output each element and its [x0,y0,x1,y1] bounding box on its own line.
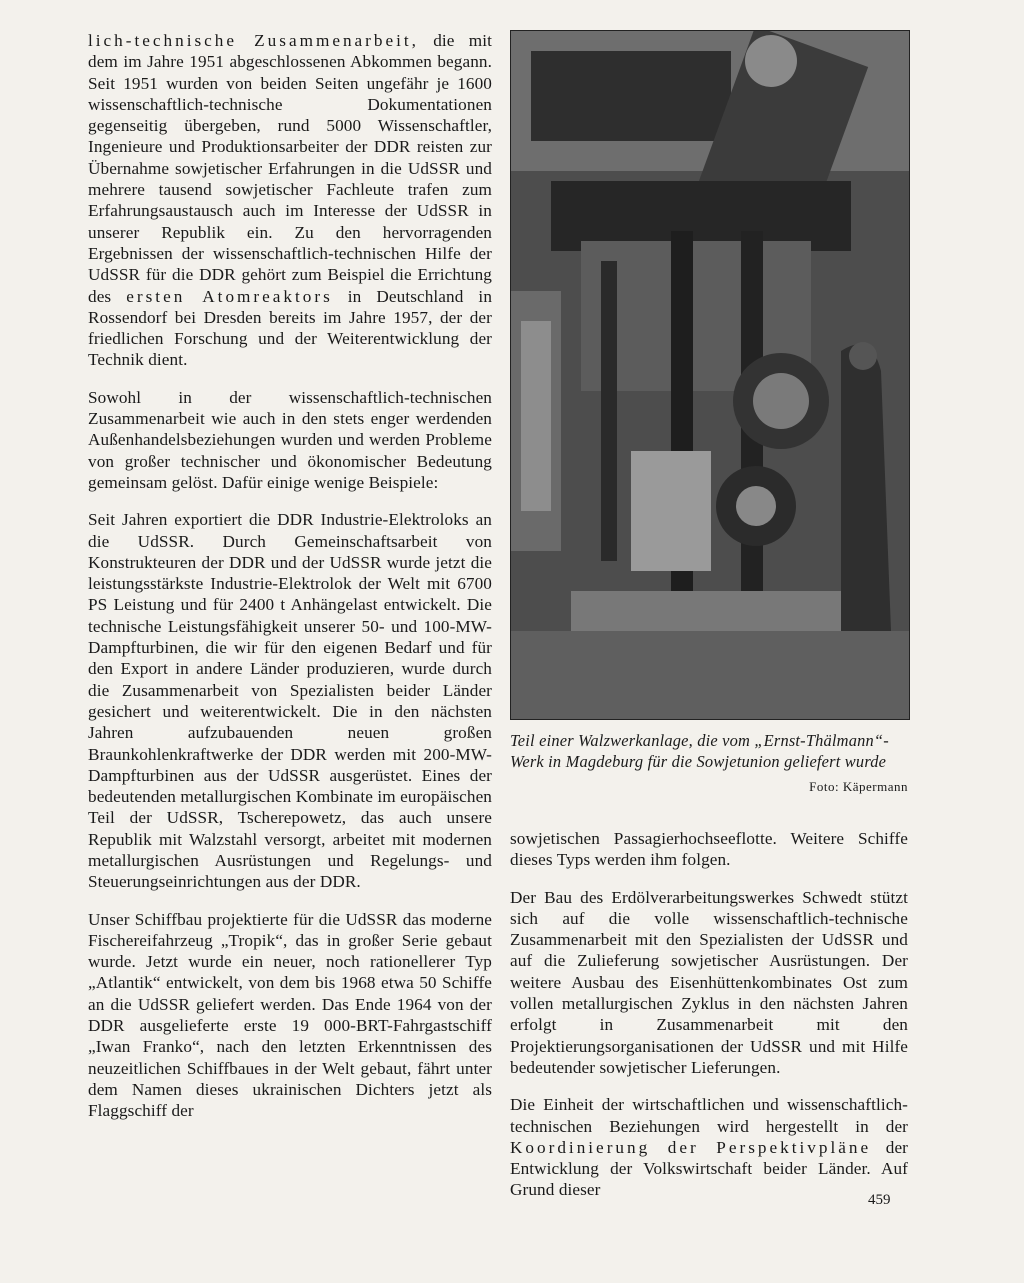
figure-caption [510,730,908,794]
paragraph-4: Unser Schiffbau projektierte für die UdSSR das moderne Fischereifahrzeug „Tropik“, das in großer Serie gebaut wurde. Jetzt wurde ein neuer, noch rationellerer Typ „Atlantik“ entwickelt, von dem bis 1968 etwa 50 Schiffe an die UdSSR geliefert werden. Das Ende 1964 von der DDR ausgelieferte erste 19 000-BRT-Fahrgastschiff „Iwan Franko“, nach den letzten Erkenntnissen des neuzeitlichen Schiffbaues in der Welt gebaut, fährt unter dem Namen dieses ukrainischen Dichters jetzt als Flaggschiff der [88,909,492,1121]
right-column [510,828,908,1217]
paragraph-text: in Deutschland in Rossendorf bei Dresden bereits im Jahre 1957, der der friedlichen Forschung und der Weiterentwicklung der Technik dient. [88,286,493,370]
paragraph-text: die mit dem im Jahre 1951 abgeschlossenen Abkommen begann. Seit 1951 wurden von beiden Seiten ungefähr je 1600 wissenschaftlich-technische Dokumentationen gegenseitig übergeben, rund 5000 Wissenschaftler, Ingenieure und Produktionsarbeiter der DDR reisten zur Übernahme sowjetischer Erfahrungen in die UdSSR und mehrere tausend sowjetischer Fachleute trafen zum Erfahrungsaustausch auch im Interesse der UdSSR in unserer Republik ein. Zu den hervorragenden Ergebnissen der wissenschaftlich-technischen Hilfe der UdSSR für die DDR gehört zum Beispiel die Errichtung des [88,31,493,306]
paragraph-2: Sowohl in der wissenschaftlich-technischen Zusammenarbeit wie auch in den stets enger werdenden Außenhandelsbeziehungen wurden und werden Probleme von großer technischer und ökonomischer Bedeutung gemeinsam gelöst. Dafür einige wenige Beispiele: [88,387,492,492]
emphasis-text: lich-technische Zusammenarbeit, [88,31,419,50]
paragraph-5: sowjetischen Passagierhochseeflotte. Weitere Schiffe dieses Typs werden ihm folgen. [510,829,908,870]
emphasis-text: ersten Atomreaktors [126,286,333,306]
page-number: 459 [868,1192,891,1208]
caption-text: Teil einer Walzwerkanlage, die vom „Ernst-Thälmann“-Werk in Magdeburg für die Sowjetunion geliefert wurde [510,731,889,771]
paragraph-text: der Entwicklung der Volkswirtschaft beider Länder. Auf Grund dieser [510,1137,908,1200]
paragraph-7 [510,1094,908,1200]
paragraph-1 [88,30,492,371]
photo-rolling-mill [510,30,910,720]
emphasis-text: Koordinierung der Perspektivpläne [510,1137,872,1157]
left-column [88,30,492,1138]
photo-illustration [511,31,909,719]
paragraph-text: Die Einheit der wirtschaftlichen und wissenschaftlich-technischen Beziehungen wird hergestellt in der [510,1095,908,1136]
photo-credit: Foto: Käpermann [809,779,908,794]
paragraph-6: Der Bau des Erdölverarbeitungswerkes Schwedt stützt sich auf die volle wissenschaftlich-technische Zusammenarbeit mit den Spezialisten der UdSSR und auf die Zulieferung sowjetischer Ausrüstungen. Der weitere Ausbau des Eisenhüttenkombinates Ost zum vollen metallurgischen Zyklus in den nächsten Jahren erfolgt in Zusammenarbeit mit den Projektierungsorganisationen der UdSSR und mit Hilfe bedeutender sowjetischer Lieferungen. [510,887,908,1077]
paragraph-3: Seit Jahren exportiert die DDR Industrie-Elektroloks an die UdSSR. Durch Gemeinschaftsarbeit von Konstrukteuren der DDR und der UdSSR wurde jetzt die leistungsstärkste Industrie-Elektrolok der Welt mit 6700 PS Leistung und für 2400 t Anhängelast entwickelt. Die technische Leistungsfähigkeit unserer 50- und 100-MW-Dampfturbinen, die wir für den eigenen Bedarf und für den Export in andere Länder produzieren, wurde durch die Zusammenarbeit von Spezialisten beider Länder gesichert und weiterentwickelt. Die in den nächsten Jahren aufzubauenden neuen großen Braunkohlenkraftwerke der DDR werden mit 200-MW-Dampfturbinen aus der UdSSR ausgerüstet. Eines der bedeutenden metallurgischen Kombinate im europäischen Teil der UdSSR, Tscherepowetz, das auch unsere Republik mit Walzstahl versorgt, arbeitet mit modernen metallurgischen Ausrüstungen und Regelungs- und Steuerungseinrichtungen aus der DDR. [88,510,492,892]
figure [510,30,908,797]
